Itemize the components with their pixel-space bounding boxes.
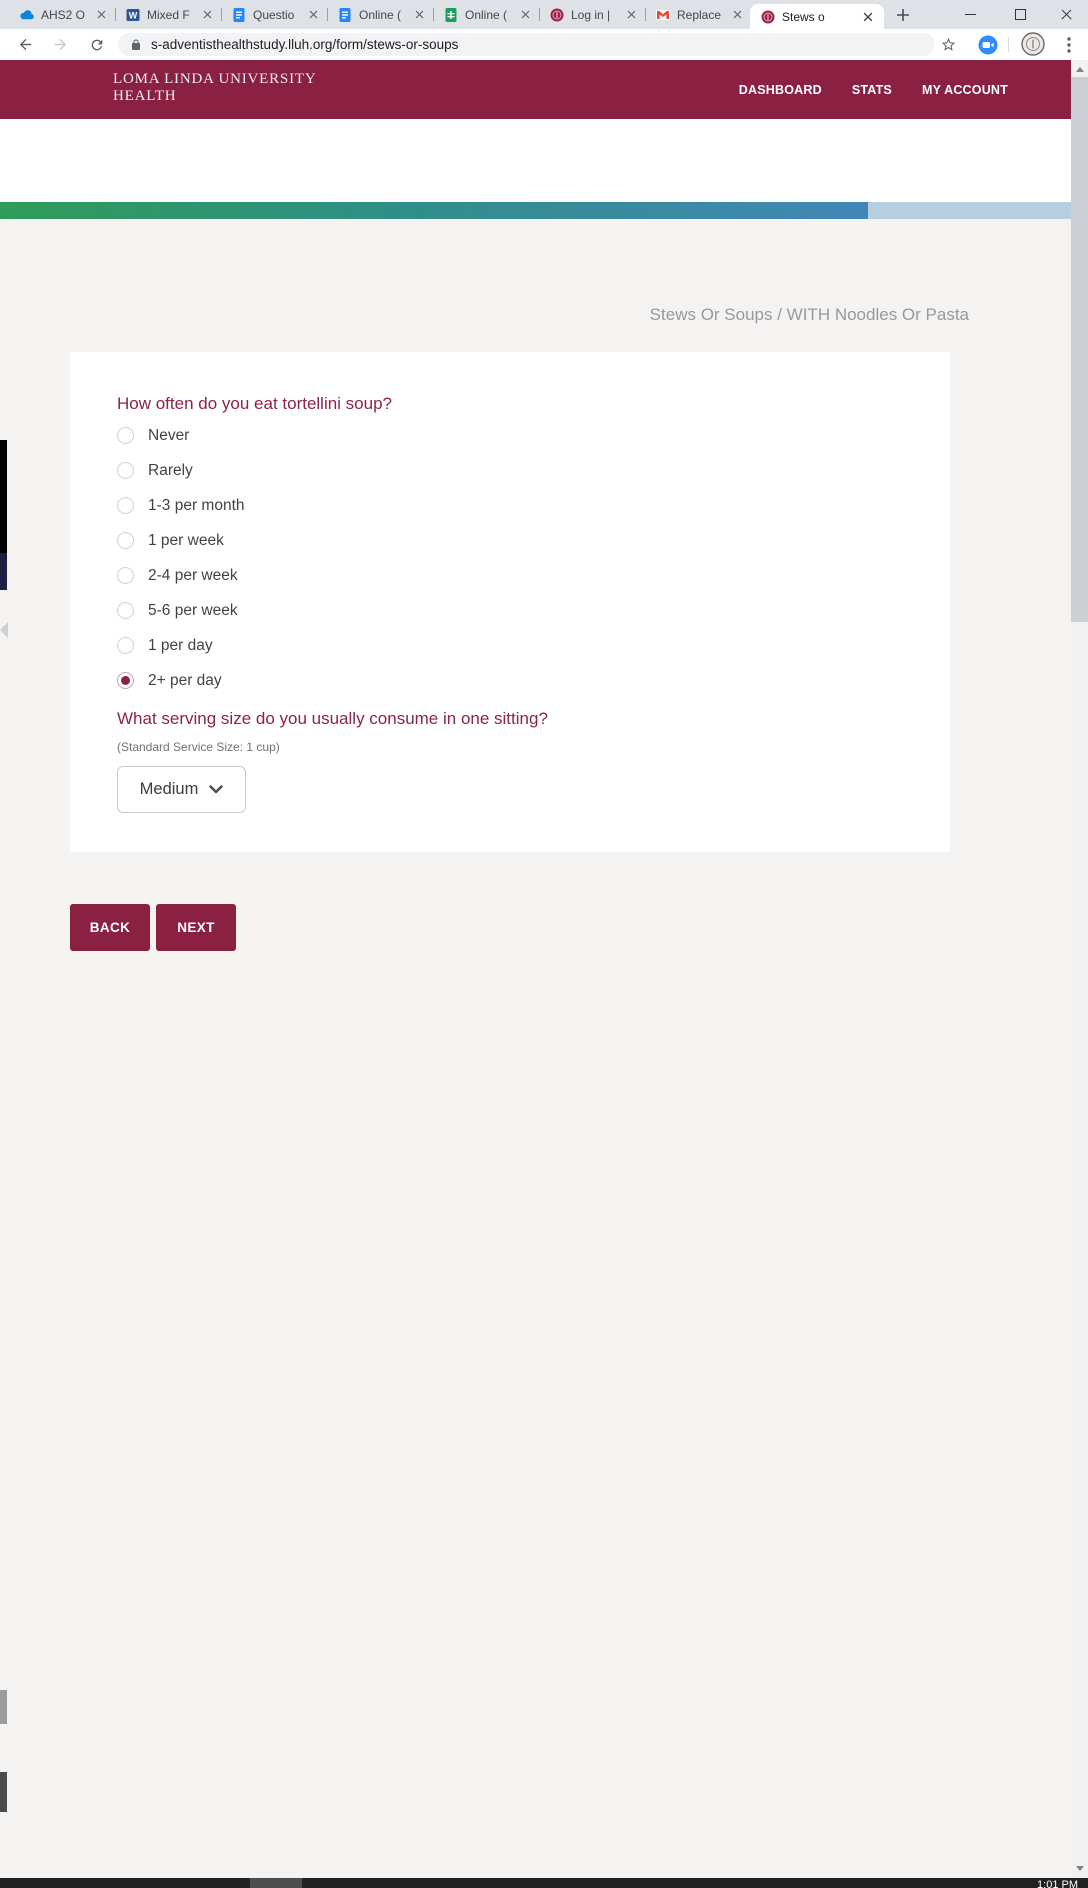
serving-size-value: Medium: [139, 780, 199, 798]
url-text: s-adventisthealthstudy.lluh.org/form/stews-or-soups: [151, 37, 459, 52]
google-sheets-icon: [443, 7, 459, 23]
tab-close-icon[interactable]: [623, 7, 639, 23]
llu-seal-icon: [549, 7, 565, 23]
minimize-icon: [965, 14, 976, 15]
tab-close-icon[interactable]: [729, 7, 745, 23]
scroll-up-arrow-icon[interactable]: [1076, 67, 1084, 72]
zoom-extension-icon[interactable]: [977, 34, 998, 55]
tab-title: AHS2 O: [41, 7, 86, 22]
org-name: [113, 71, 316, 105]
nav-stats[interactable]: STATS: [851, 82, 892, 97]
scrollbar-thumb[interactable]: [1071, 77, 1088, 622]
browser-menu-dots-icon[interactable]: [1058, 34, 1079, 55]
main-nav: [739, 60, 1008, 119]
taskbar-app-button[interactable]: [250, 1878, 302, 1888]
radio-label: 5-6 per week: [148, 601, 238, 619]
tab-title: Log in |: [571, 7, 611, 22]
tab-title: Mixed F: [147, 7, 190, 22]
llu-seal-icon: [760, 9, 776, 25]
gmail-icon: [655, 7, 671, 23]
progress-bar-fill: [0, 202, 868, 219]
nav-dashboard[interactable]: DASHBOARD: [738, 82, 822, 97]
browser-toolbar: [0, 29, 1088, 60]
window-minimize-button[interactable]: [948, 0, 992, 29]
radio-option-5-6-per-week[interactable]: [117, 593, 245, 628]
reload-button[interactable]: [86, 34, 107, 55]
radio-label: 1 per day: [148, 636, 213, 654]
sub-header: [0, 119, 1088, 202]
close-icon: [1061, 9, 1072, 20]
tab-questions[interactable]: [222, 0, 328, 29]
page-body: [0, 219, 1071, 1878]
serving-size-dropdown[interactable]: [117, 766, 246, 813]
window-close-button[interactable]: [1044, 0, 1088, 29]
radio-circle: [117, 497, 134, 514]
org-name-line2: HEALTH: [113, 88, 177, 104]
tab-title: Online (: [465, 7, 508, 22]
progress-bar-track: [0, 202, 1071, 219]
browser-tab-strip: [0, 0, 1088, 29]
forward-button[interactable]: [50, 34, 71, 55]
chevron-down-icon: [209, 785, 223, 794]
word-icon: [125, 7, 141, 23]
tab-stews-active[interactable]: [750, 4, 884, 29]
radio-circle: [117, 567, 134, 584]
scroll-down-arrow-icon[interactable]: [1076, 1866, 1084, 1871]
tab-title: Replace: [677, 7, 722, 22]
google-docs-icon: [337, 7, 353, 23]
next-button-form[interactable]: NEXT: [156, 904, 236, 951]
lock-icon: [130, 38, 142, 52]
radio-circle: [117, 532, 134, 549]
background-window-sliver-navy: [0, 553, 7, 590]
radio-option-2-4-per-week[interactable]: [117, 558, 245, 593]
frequency-radio-group: [117, 418, 245, 698]
windows-taskbar[interactable]: [0, 1878, 1088, 1888]
tab-online-sheet[interactable]: [434, 0, 540, 29]
radio-option-never[interactable]: [117, 418, 245, 453]
tab-online-doc[interactable]: [328, 0, 434, 29]
tab-close-icon[interactable]: [517, 7, 533, 23]
tab-title: Questio: [253, 7, 295, 22]
tab-close-icon[interactable]: [860, 9, 876, 25]
tab-title: Online (: [359, 7, 402, 22]
site-header: [0, 60, 1088, 119]
question-card: [70, 352, 950, 852]
radio-option-1-per-week[interactable]: [117, 523, 245, 558]
nav-my-account[interactable]: MY ACCOUNT: [921, 82, 1008, 97]
radio-label: 2-4 per week: [148, 566, 238, 584]
radio-dot: [121, 676, 130, 685]
tab-close-icon[interactable]: [199, 7, 215, 23]
taskbar-clock: 1:01 PM: [1037, 1879, 1078, 1888]
google-docs-icon: [231, 7, 247, 23]
radio-circle: [117, 462, 134, 479]
org-name-line1: LOMA LINDA UNIVERSITY: [113, 71, 317, 87]
radio-label: Rarely: [148, 461, 193, 479]
toolbar-divider: [1008, 37, 1009, 52]
background-window-sliver-gray: [0, 1690, 7, 1724]
address-bar[interactable]: [118, 33, 935, 56]
window-maximize-button[interactable]: [998, 0, 1042, 29]
breadcrumb: Stews Or Soups / WITH Noodles Or Pasta: [649, 305, 969, 324]
tab-close-icon[interactable]: [305, 7, 321, 23]
radio-circle: [117, 637, 134, 654]
radio-circle: [117, 602, 134, 619]
serving-size-question-label: What serving size do you usually consume in one sitting?: [117, 709, 548, 728]
radio-label: 2+ per day: [148, 671, 222, 689]
radio-label: 1 per week: [148, 531, 224, 549]
radio-label: Never: [148, 426, 190, 444]
tab-title: Stews o: [782, 9, 825, 24]
frequency-question-label: How often do you eat tortellini soup?: [117, 394, 393, 413]
svg-text:W: W: [128, 10, 138, 20]
page-scrollbar[interactable]: [1071, 60, 1088, 1878]
onedrive-cloud-icon: [19, 7, 35, 23]
back-button[interactable]: [15, 34, 36, 55]
new-tab-button[interactable]: [894, 6, 912, 24]
radio-option-2-plus-per-day[interactable]: [117, 663, 245, 698]
tab-close-icon[interactable]: [411, 7, 427, 23]
radio-option-1-per-day[interactable]: [117, 628, 245, 663]
tab-ahs2[interactable]: [10, 0, 116, 29]
radio-circle-selected: [117, 672, 134, 689]
radio-option-1-3-per-month[interactable]: [117, 488, 245, 523]
tab-close-icon[interactable]: [93, 7, 109, 23]
radio-option-rarely[interactable]: [117, 453, 245, 488]
tab-login[interactable]: [540, 0, 646, 29]
back-button-form[interactable]: BACK: [70, 904, 150, 951]
background-window-sliver-darkgray: [0, 1772, 7, 1812]
background-window-sliver-black: [0, 440, 7, 553]
maximize-icon: [1015, 9, 1026, 20]
bookmark-star-icon[interactable]: [938, 34, 959, 55]
radio-circle: [117, 427, 134, 444]
serving-size-note: (Standard Service Size: 1 cup): [117, 740, 280, 754]
tab-replace[interactable]: [646, 0, 752, 29]
tab-mixed[interactable]: [116, 0, 222, 29]
profile-avatar[interactable]: [1021, 32, 1045, 56]
background-window-marker-triangle: [0, 622, 8, 638]
radio-label: 1-3 per month: [148, 496, 245, 514]
